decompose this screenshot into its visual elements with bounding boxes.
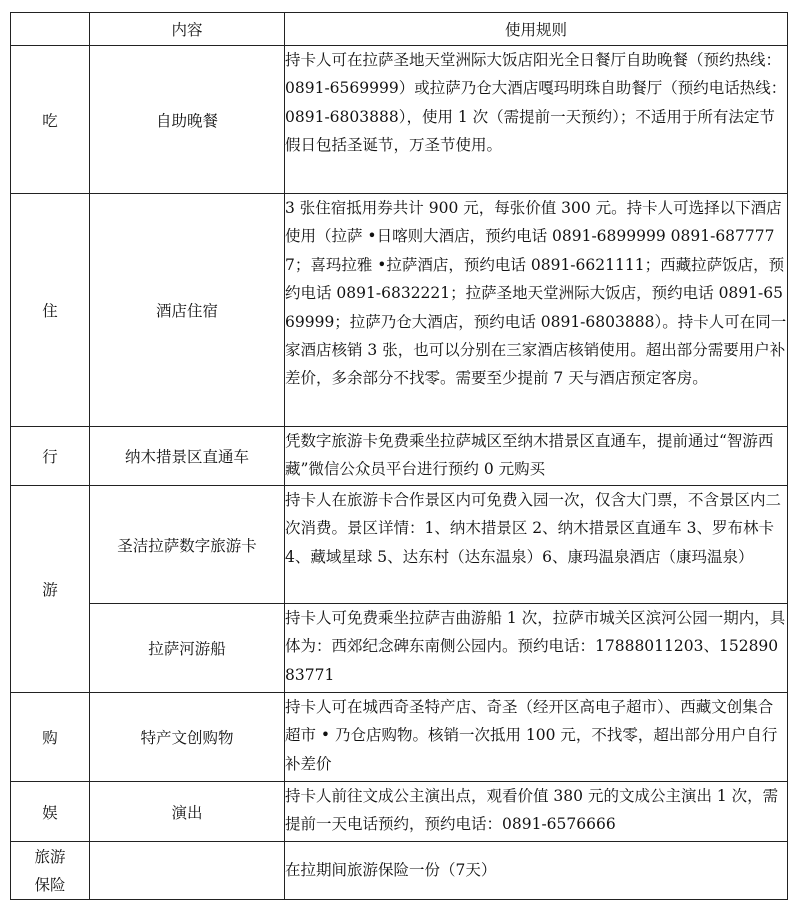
header-rules: 使用规则	[285, 13, 788, 46]
category-cell: 娱	[11, 782, 90, 842]
category-cell: 购	[11, 693, 90, 782]
rule-cell: 持卡人可免费乘坐拉萨吉曲游船 1 次，拉萨市城关区滨河公园一期内，具体为：西郊纪念碑东南侧公园内。预约电话：17888011203、15289083771	[285, 604, 788, 693]
rule-cell: 凭数字旅游卡免费乘坐拉萨城区至纳木措景区直通车，提前通过“智游西藏”微信公众员平台进行预约 0 元购买	[285, 427, 788, 486]
item-cell: 酒店住宿	[90, 194, 285, 427]
rule-cell: 持卡人可在城西奇圣特产店、奇圣（经开区高电子超市）、西藏文创集合超市 • 乃仓店购物。核销一次抵用 100 元，不找零，超出部分用户自行补差价	[285, 693, 788, 782]
header-content: 内容	[90, 13, 285, 46]
table-row-eat	[11, 46, 788, 194]
rules-table	[10, 12, 788, 900]
table-row-stay	[11, 194, 788, 427]
category-line-2: 保险	[34, 875, 66, 894]
item-cell: 特产文创购物	[90, 693, 285, 782]
item-cell: 自助晚餐	[90, 46, 285, 194]
table-row-tour-card	[11, 486, 788, 604]
table-row-fun	[11, 782, 788, 842]
item-cell: 纳木措景区直通车	[90, 427, 285, 486]
item-cell: 圣洁拉萨数字旅游卡	[90, 486, 285, 604]
category-cell: 吃	[11, 46, 90, 194]
category-line-1: 旅游	[34, 847, 66, 866]
rule-cell: 持卡人可在拉萨圣地天堂洲际大饭店阳光全日餐厅自助晚餐（预约热线：0891-6569999）或拉萨乃仓大酒店嘎玛明珠自助餐厅（预约电话热线：0891-6803888），使用 1 次（需提前一天预约）；不适用于所有法定节假日包括圣诞节，万圣节使用。	[285, 46, 788, 194]
table-row-tour-boat	[11, 604, 788, 693]
rule-cell: 在拉期间旅游保险一份（7天）	[285, 842, 788, 900]
rule-cell: 3 张住宿抵用券共计 900 元，每张价值 300 元。持卡人可选择以下酒店使用（拉萨 •日喀则大酒店，预约电话 0891-6899999 0891-6877777；喜玛拉雅 •拉萨酒店，预约电话 0891-6621111；西藏拉萨饭店，预约电话 0891-6832221；拉萨圣地天堂洲际大饭店，预约电话 0891-6569999；拉萨乃仓大酒店，预约电话 0891-6803888）。持卡人可在同一家酒店核销 3 张，也可以分别在三家酒店核销使用。超出部分需要用户补差价，多余部分不找零。需要至少提前 7 天与酒店预定客房。	[285, 194, 788, 427]
category-cell: 游	[11, 486, 90, 693]
table-row-shop	[11, 693, 788, 782]
category-cell: 住	[11, 194, 90, 427]
rule-cell: 持卡人前往文成公主演出点，观看价值 380 元的文成公主演出 1 次，需提前一天电话预约，预约电话：0891-6576666	[285, 782, 788, 842]
rule-cell: 持卡人在旅游卡合作景区内可免费入园一次，仅含大门票，不含景区内二次消费。景区详情：1、纳木措景区 2、纳木措景区直通车 3、罗布林卡 4、藏域星球 5、达东村（达东温泉）6、康玛温泉酒店（康玛温泉）	[285, 486, 788, 604]
category-cell: 行	[11, 427, 90, 486]
header-row	[11, 13, 788, 46]
item-cell	[90, 842, 285, 900]
item-cell: 拉萨河游船	[90, 604, 285, 693]
table-row-insurance	[11, 842, 788, 900]
category-cell	[11, 842, 90, 900]
header-category	[11, 13, 90, 46]
table-row-travel	[11, 427, 788, 486]
item-cell: 演出	[90, 782, 285, 842]
